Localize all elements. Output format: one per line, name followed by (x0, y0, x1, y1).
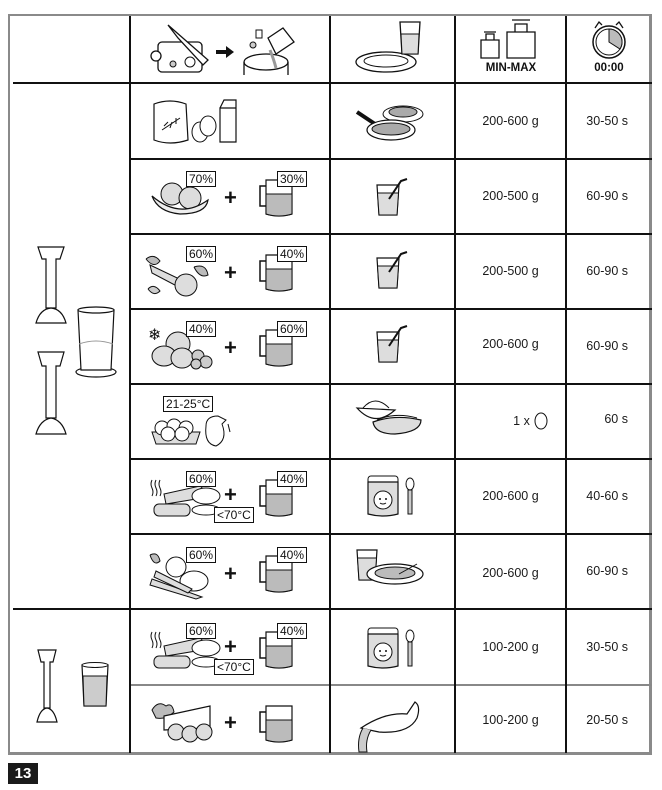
sauce-boat-icon (355, 698, 425, 752)
mayonnaise-hotdog-icon (355, 392, 425, 438)
plate-and-glass-icon (354, 18, 434, 74)
solid-percentage: 60% (186, 246, 216, 262)
quantity-value: 100-200 g (482, 713, 539, 727)
time-value: 30-50 s (586, 639, 628, 654)
smoothie-glass-icon (375, 248, 411, 292)
plus-sign: + (224, 634, 237, 659)
glass-icon (80, 662, 110, 708)
divider (129, 16, 131, 753)
quantity-value (455, 384, 566, 458)
time-value: 60-90 s (586, 564, 628, 578)
time-value: 20-50 s (586, 713, 628, 727)
plus-sign: + (224, 185, 237, 210)
solid-percentage: 60% (186, 623, 216, 639)
liquid-percentage: 30% (277, 171, 307, 187)
weights-icon (477, 18, 545, 60)
solid-percentage: 60% (186, 547, 216, 563)
time-value: 30-50 s (586, 114, 628, 128)
blender-shaft-icon (34, 243, 68, 333)
time-header-label: 00:00 (594, 62, 624, 74)
solid-percentage: 70% (186, 171, 216, 187)
plus-sign: + (224, 482, 237, 507)
stopwatch-icon (591, 18, 627, 60)
smoothie-glass-icon (375, 175, 411, 219)
plus-sign: + (224, 260, 237, 285)
soup-plate-icon (355, 546, 425, 586)
quantity-value: 200-600 g (482, 114, 539, 128)
time-value: 40-60 s (586, 489, 628, 503)
divider (329, 16, 331, 753)
liquid-percentage: 40% (277, 246, 307, 262)
blender-shaft-icon (34, 348, 68, 440)
liquid-percentage: 40% (277, 623, 307, 639)
solid-percentage: 60% (186, 471, 216, 487)
time-value: 60-90 s (586, 189, 628, 203)
eggs-oil-icon (150, 412, 240, 448)
quantity-prefix: 1 x (513, 414, 530, 428)
smoothie-glass-icon (375, 322, 411, 366)
time-value: 60 s (604, 412, 628, 426)
pancakes-icon (355, 102, 425, 142)
egg-icon (534, 412, 548, 430)
temperature-label: <70°C (214, 507, 254, 523)
liquid-percentage: 40% (277, 547, 307, 563)
quantity-value: 100-200 g (482, 639, 539, 654)
quantity-value: 200-600 g (482, 489, 539, 503)
plus-sign: + (224, 561, 237, 586)
liquid-percentage: 60% (277, 321, 307, 337)
liquid-percentage: 40% (277, 471, 307, 487)
baby-food-jar-icon (366, 626, 416, 670)
beaker-icon (74, 306, 118, 378)
plus-sign: + (224, 335, 237, 360)
plus-sign: + (224, 710, 237, 735)
time-value: 60-90 s (586, 339, 628, 353)
blender-shaft-icon (36, 648, 58, 724)
quantity-value: 200-500 g (482, 264, 539, 278)
solid-percentage: 40% (186, 321, 216, 337)
quantity-value: 200-600 g (482, 566, 539, 580)
quantity-value: 200-500 g (482, 189, 539, 203)
page-number-badge: 13 (8, 763, 38, 784)
chop-and-pour-icon (148, 20, 308, 78)
time-value: 60-90 s (586, 264, 628, 278)
temperature-label: <70°C (214, 659, 254, 675)
quantity-header-label: MIN-MAX (485, 62, 537, 74)
svg-text:❄: ❄ (148, 325, 162, 344)
herbs-cheese-onions-icon (150, 700, 220, 744)
flour-eggs-milk-icon (150, 98, 250, 146)
temperature-label: 21-25°C (163, 396, 213, 412)
quantity-value: 200-600 g (482, 337, 539, 351)
jug-icon (258, 702, 296, 744)
baby-food-jar-icon (366, 474, 416, 518)
